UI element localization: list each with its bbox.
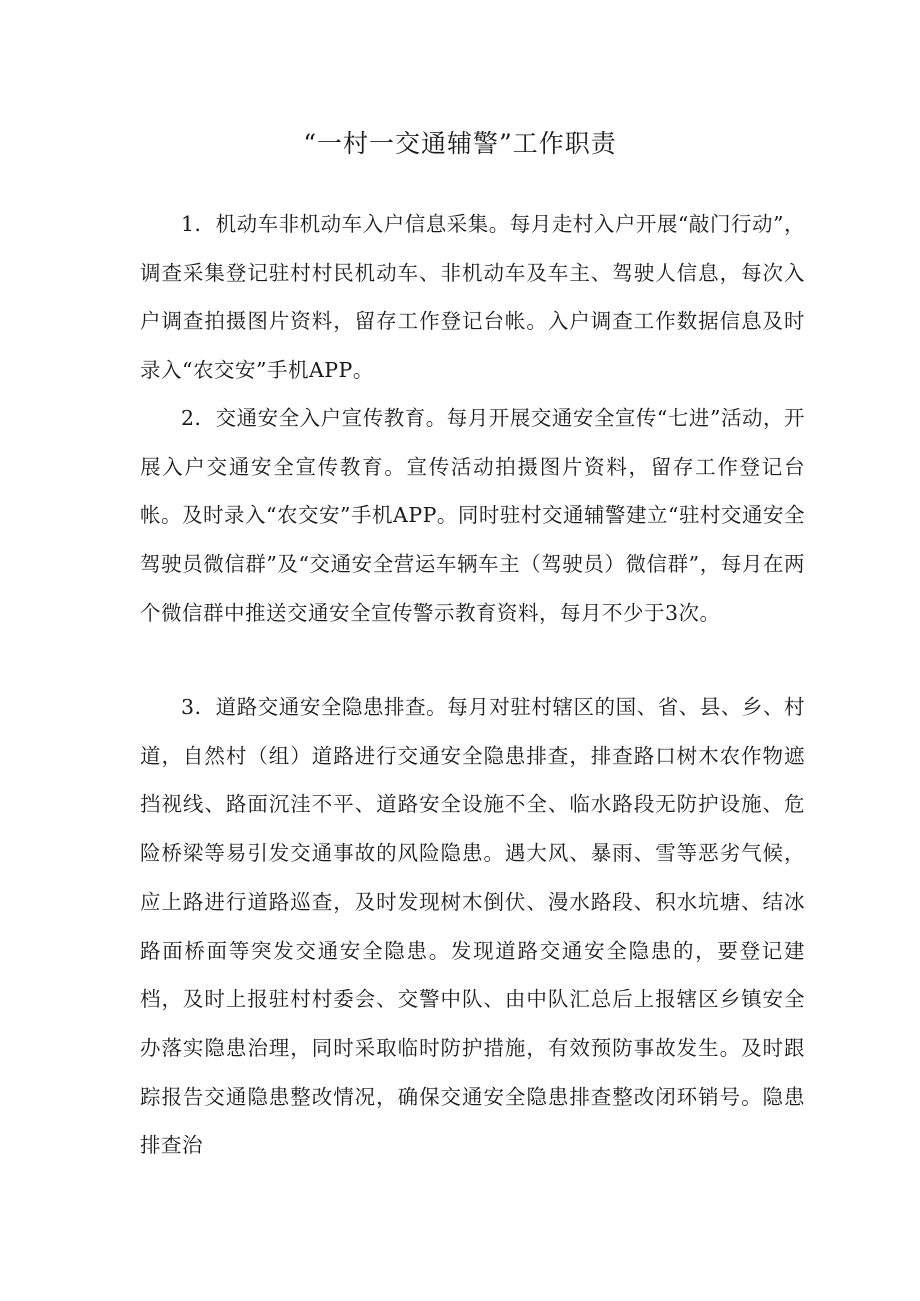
document-title: “一村一交通辅警”工作职责 [303,129,617,158]
paragraph-3-hazard-inspection: 3．道路交通安全隐患排查。每月对驻村辖区的国、省、县、乡、村道，自然村（组）道路进行交通安全隐患排查，排查路口树木农作物遮挡视线、路面沉洼不平、道路安全设施不全、临水路段无防护设施、危险桥梁等易引发交通事故的风险隐患。遇大风、暴雨、雪等恶劣气候，应上路进行道路巡查，及时发现树木倒伏、漫水路段、积水坑塘、结冰路面桥面等突发交通安全隐患。发现道路交通安全隐患的，要登记建档，及时上报驻村村委会、交警中队、由中队汇总后上报辖区乡镇安全办落实隐患治理，同时采取临时防护措施，有效预防事故发生。及时跟踪报告交通隐患整改情况，确保交通安全隐患排查整改闭环销号。隐患排查治 [140,695,805,1158]
paragraph-2-safety-education: 2．交通安全入户宣传教育。每月开展交通安全宣传“七进”活动，开展入户交通安全宣传教育。宣传活动拍摄图片资料，留存工作登记台帐。及时录入“农交安”手机APP。同时驻村交通辅警建立“驻村交通安全驾驶员微信群”及“交通安全营运车辆车主（驾驶员）微信群”，每月在两个微信群中推送交通安全宣传警示教育资料，每月不少于3次。 [140,406,805,625]
paragraph-1-info-collection: 1．机动车非机动车入户信息采集。每月走村入户开展“敲门行动”，调查采集登记驻村村民机动车、非机动车及车主、驾驶人信息，每次入户调查拍摄图片资料，留存工作登记台帐。入户调查工作数据信息及时录入“农交安”手机APP。 [140,212,805,383]
